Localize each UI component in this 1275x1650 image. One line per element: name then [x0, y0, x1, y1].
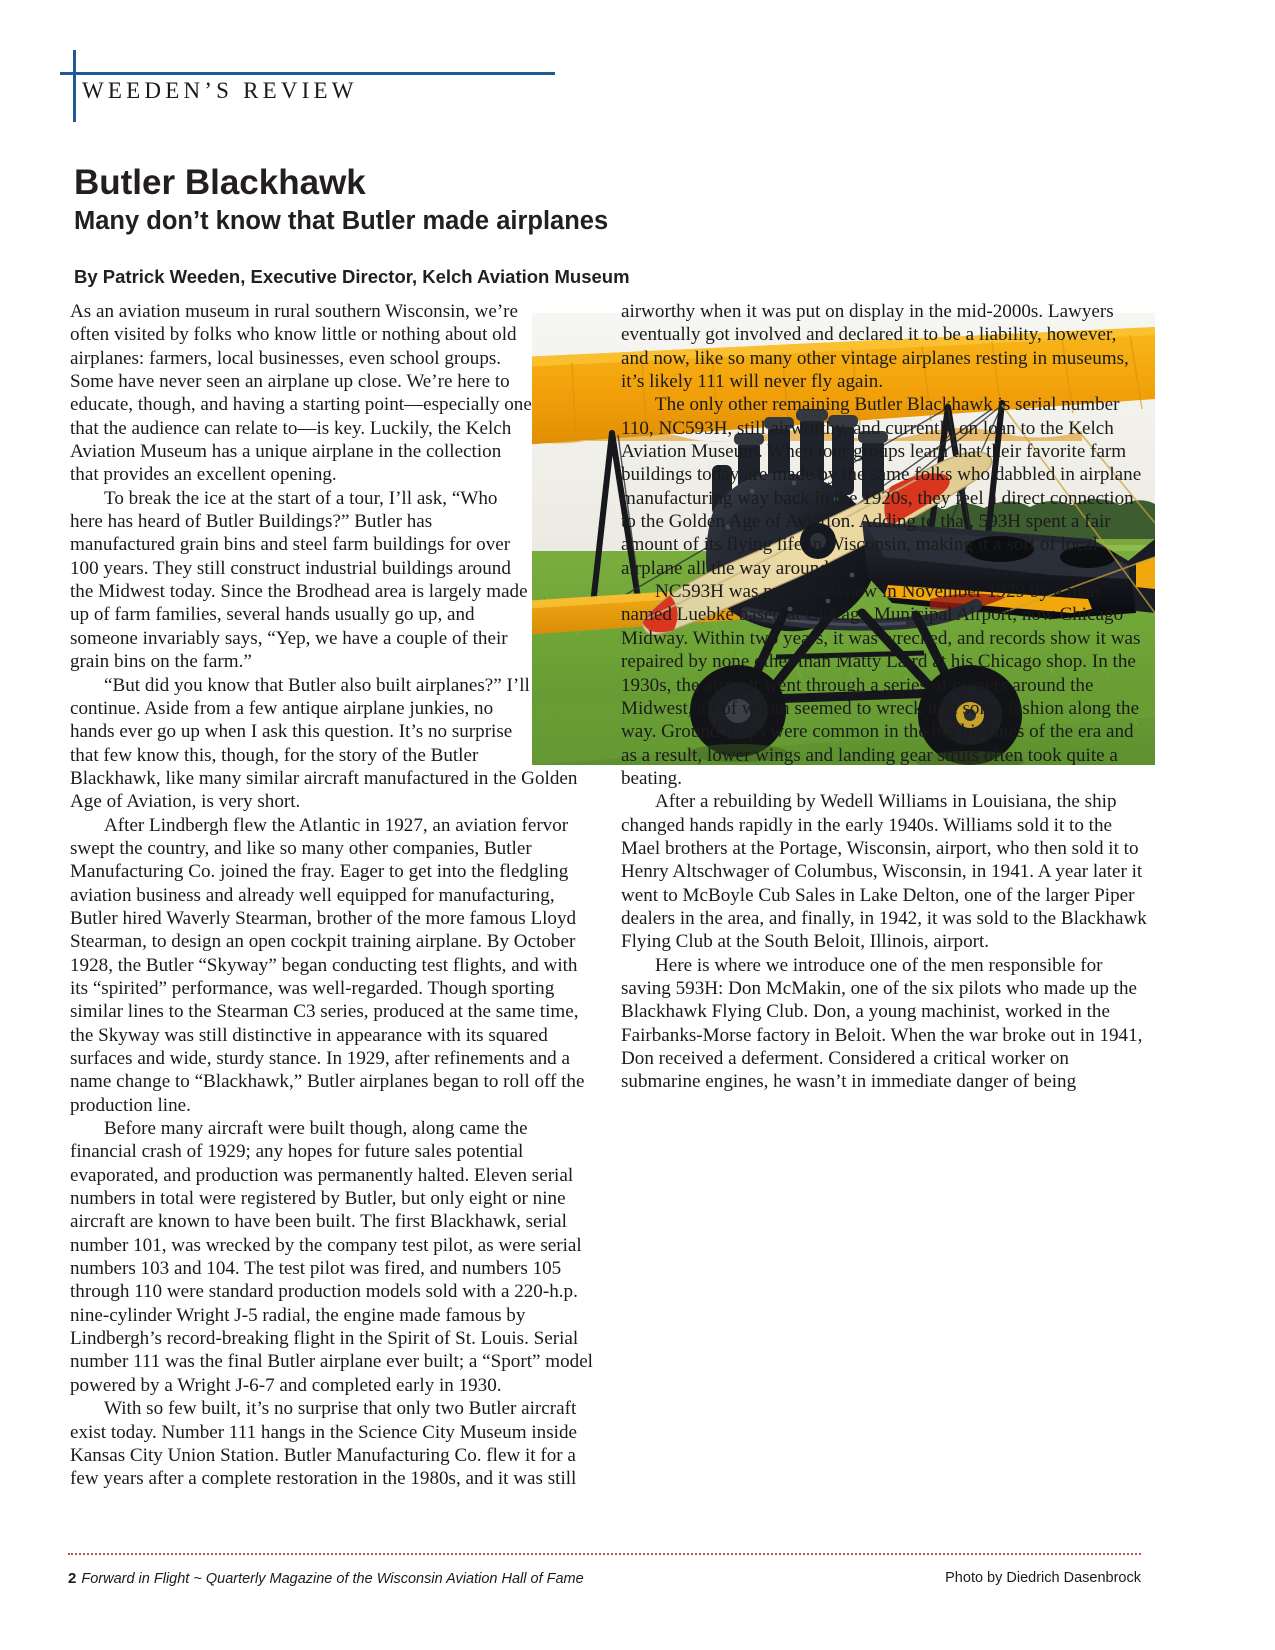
page-number: 2 — [68, 1569, 77, 1587]
masthead-vertical-rule — [73, 50, 76, 122]
publication-name: Forward in Flight ~ Quarterly Magazine of the Wisconsin Aviation Hall of Fame — [81, 1570, 584, 1587]
photo-text-wrap-shim — [532, 300, 597, 765]
section-title: WEEDEN’S REVIEW — [82, 78, 358, 103]
body-paragraph: As an aviation museum in rural southern Wisconsin, we’re often visited by folks who know little or nothing about old airplanes: farmers, local businesses, even school groups. Some have never seen an airplane up close. We’re here to educate, though, and having a starting point—especially one that the audience can relate to—is key. Luckily, the Kelch Aviation Museum has a unique airplane in the collection that provides an excellent opening. — [70, 301, 532, 486]
article-byline: By Patrick Weeden, Executive Director, Kelch Aviation Museum — [74, 266, 630, 287]
body-paragraph: Before many aircraft were built though, along came the financial crash of 1929; any hopes for future sales potential evaporated, and production was permanently halted. Eleven serial numbers in total were registered by Butler, but only eight or nine aircraft are known to have been built. The first Blackhawk, serial number 101, was wrecked by the company test pilot, as were serial numbers 103 and 104. The test pilot was fired, and numbers 105 through 110 were standard production models sold with a 220-h.p. nine-cylinder Wright J-5 radial, the engine made famous by Lindbergh’s record-breaking flight in the Spirit of St. Louis. Serial number 111 was the final Butler airplane ever built; a “Sport” model powered by a Wright J-6-7 and completed early in 1930. — [70, 1118, 593, 1396]
body-paragraph: After a rebuilding by Wedell Williams in Louisiana, the ship changed hands rapidly in the early 1940s. Williams sold it to the Mael brothers at the Portage, Wisconsin, airport, who then sold it to Henry Altschwager of Columbus, Wisconsin, in 1941. A year later it went to McBoyle Cub Sales in Lake Delton, one of the larger Piper dealers in the area, and finally, in 1942, it was sold to the Blackhawk Flying Club at the South Beloit, Illinois, airport. — [621, 791, 1147, 953]
footer-divider — [68, 1553, 1141, 1555]
headline-block — [74, 163, 1174, 288]
page-footer — [68, 1567, 1141, 1589]
footer-left-group — [68, 1570, 584, 1587]
body-paragraph: NC593H was purchased new in November 1929 by a man named Luebke based at Chicago Municipal Airport, now Chicago Midway. Within two years, it was wrecked, and records show it was repaired by none other than Matty Laird at his Chicago shop. In the 1930s, the aircraft went through a series of owners around the Midwest, all of whom seemed to wreck it in some fashion along the way. Ground loops were common in the big biplanes of the era and as a result, lower wings and landing gear struts often took quite a beating. — [621, 581, 1141, 789]
article-headline: Butler Blackhawk — [74, 163, 366, 202]
masthead-horizontal-rule — [60, 72, 555, 75]
body-paragraph: Here is where we introduce one of the men responsible for saving 593H: Don McMakin, one of the six pilots who made up the Blackhawk Flying Club. Don, a young machinist, worked in the Fairbanks-Morse factory in Beloit. When the war broke out in 1941, Don received a deferment. Considered a critical worker on submarine engines, he wasn’t in immediate danger of being — [621, 954, 1143, 1093]
body-paragraph: “But did you know that Butler also built airplanes?” I’ll continue. Aside from a few antique airplane junkies, no hands ever go up when I ask this question. It’s no surprise that few know this, though, for the story of the Butler Blackhawk, like many similar aircraft manufactured in the Golden Age of Aviation, is very short. — [70, 674, 578, 813]
photo-credit: Photo by Diedrich Dasenbrock — [945, 1570, 1141, 1586]
article-subhead: Many don’t know that Butler made airplanes — [74, 207, 609, 235]
masthead — [60, 50, 1220, 140]
body-paragraph: The only other remaining Butler Blackhawk is serial number 110, NC593H, still airworthy, and currently on loan to the Kelch Aviation Museum. When tour groups learn that their favorite farm buildings today are made by the same folks who dabbled in airplane manufacturing way back in the 1920s, they feel a direct connection to the Golden Age of Aviation. Adding to that, 593H spent a fair amount of its flying life in Wisconsin, making it a sort of local airplane all the way around. — [621, 394, 1142, 579]
body-paragraph: With so few built, it’s no surprise that only two Butler aircraft exist today. Number 111 hangs in the Science City Museum inside Kansas City Union Station. Butler Manufacturing Co. flew it for a few years after a complete restoration in the 1980s, and it was still airworthy when it was put on display in the mid-2000s. Lawyers eventually got involved and declared it to be a liability, however, and now, like so many other vintage airplanes resting in museums, it’s likely 111 will never fly again. — [70, 301, 1129, 1490]
body-paragraph: After Lindbergh flew the Atlantic in 1927, an aviation fervor swept the country, and like so many other companies, Butler Manufacturing Co. joined the fray. Eager to get into the fledgling aviation business and already well equipped for manufacturing, Butler hired Waverly Stearman, brother of the more famous Lloyd Stearman, to design an open cockpit training airplane. By October 1928, the Butler “Skyway” began conducting test flights, and with its “spirited” performance, was well-regarded. Though sporting similar lines to the Stearman C3 series, produced at the same time, the Skyway was still distinctive in appearance with its squared surfaces and wide, sturdy stance. In 1929, after refinements and a name change to “Blackhawk,” Butler airplanes began to roll off the production line. — [70, 814, 585, 1116]
article-body — [70, 300, 1148, 1505]
body-paragraph: To break the ice at the start of a tour, I’ll ask, “Who here has heard of Butler Buildings?” Butler has manufactured grain bins and steel farm buildings for over 100 years. They still construct industrial buildings around the Midwest today. Since the Brodhead area is largely made up of farm families, several hands usually go up, and someone invariably says, “Yep, we have a couple of their grain bins on the farm.” — [70, 487, 528, 673]
